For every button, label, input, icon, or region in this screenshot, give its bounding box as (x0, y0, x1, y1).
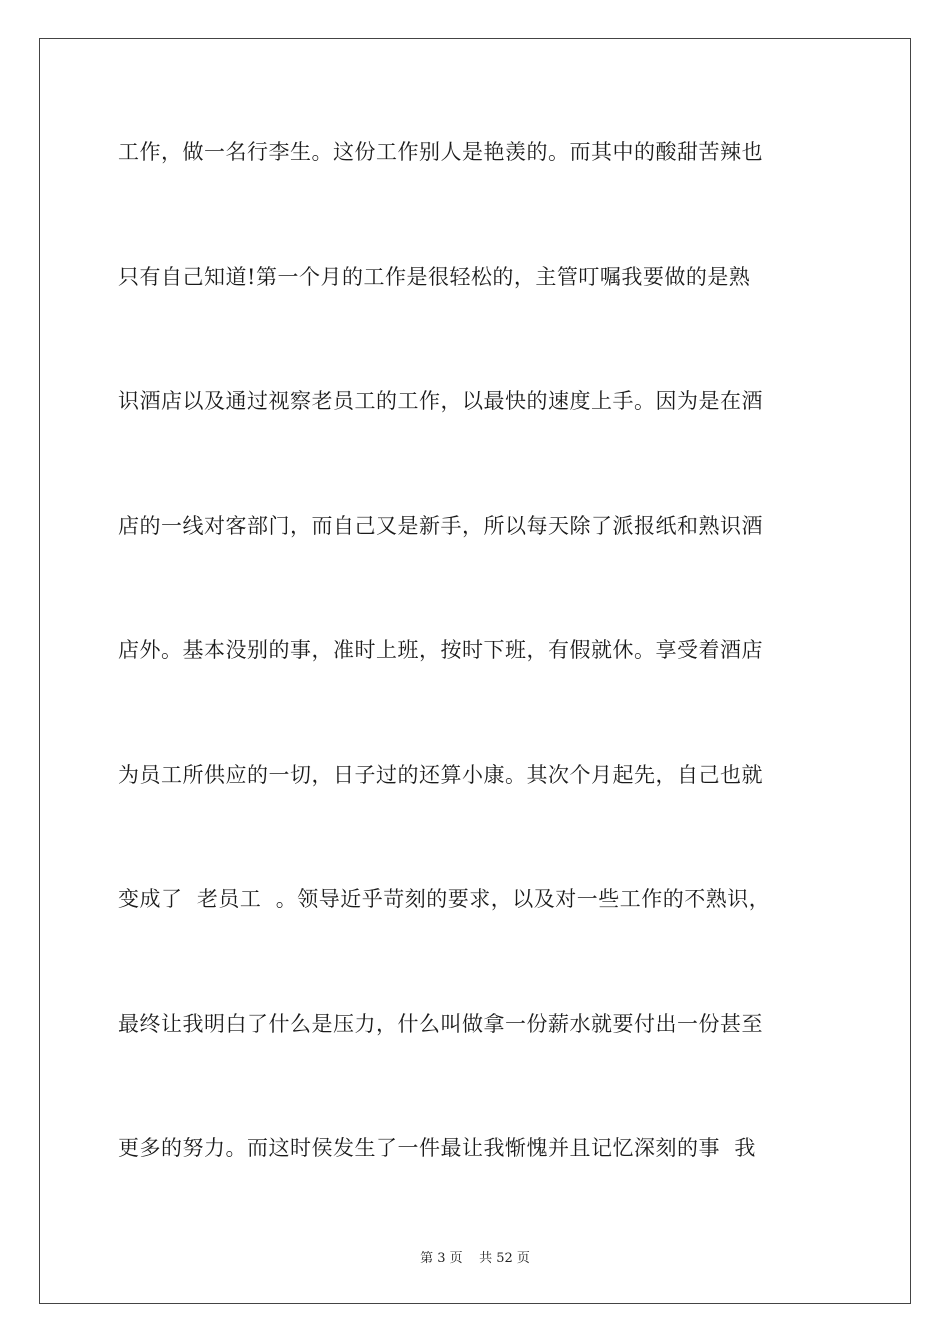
text-line-8: 最终让我明白了什么是压力，什么叫做拿一份薪水就要付出一份甚至 (118, 1011, 763, 1036)
text-line-2: 只有自己知道!第一个月的工作是很轻松的，主管叮嘱我要做的是熟 (118, 264, 751, 289)
text-line-1: 工作，做一名行李生。这份工作别人是艳羡的。而其中的酸甜苦辣也 (118, 140, 763, 164)
page-number-footer: 第 3 页 共 52 页 (420, 1251, 530, 1266)
text-line-4: 店的一线对客部门，而自己又是新手，所以每天除了派报纸和熟识酒 (118, 513, 763, 538)
text-line-9: 更多的努力。而这时侯发生了一件最让我惭愧并且记忆深刻的事 我 (118, 1136, 756, 1160)
text-line-3: 识酒店以及通过视察老员工的工作，以最快的速度上手。因为是在酒 (118, 389, 763, 413)
text-line-5: 店外。基本没别的事，准时上班，按时下班，有假就休。享受着酒店 (118, 638, 763, 662)
document-body (118, 132, 834, 1253)
text-line-6: 为员工所供应的一切，日子过的还算小康。其次个月起先，自己也就 (118, 762, 763, 787)
text-line-7: 变成了 老员工 。领导近乎苛刻的要求，以及对一些工作的不熟识， (118, 887, 771, 911)
